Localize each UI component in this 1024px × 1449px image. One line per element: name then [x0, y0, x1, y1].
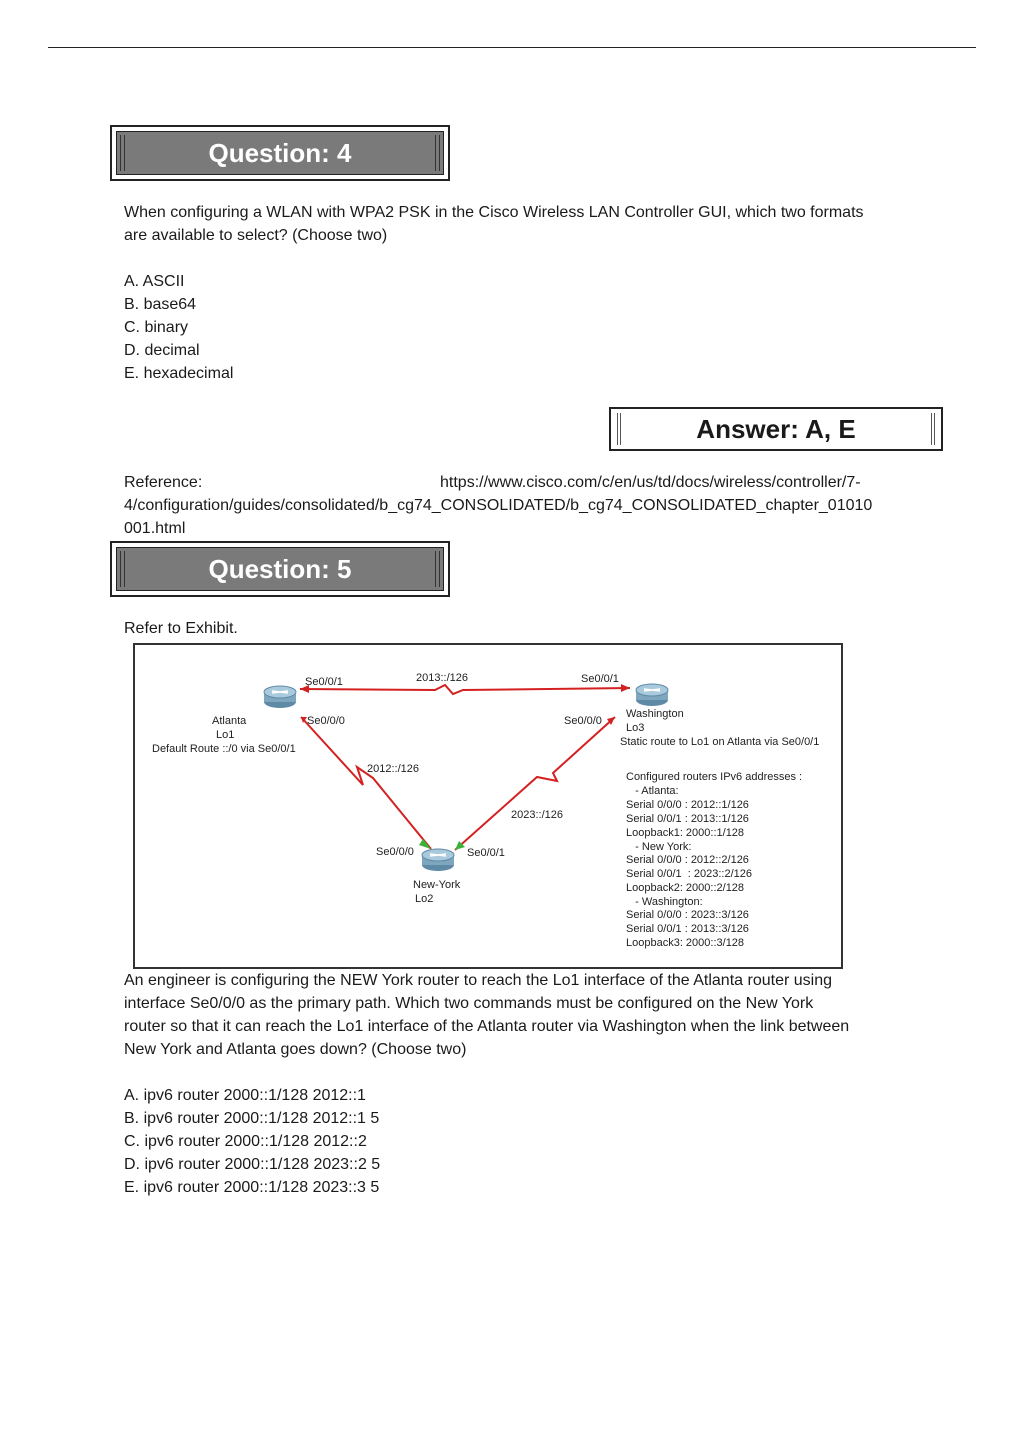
reference-link-part-3[interactable]: 001.html	[124, 520, 186, 537]
newyork-se000-label: Se0/0/0	[376, 846, 414, 858]
address-list-line: Loopback2: 2000::2/128	[626, 882, 745, 894]
question-5-heading: Question: 5	[208, 553, 352, 584]
question-5-heading-bar	[116, 547, 444, 591]
network-diagram	[135, 645, 841, 967]
address-list-line: Serial 0/0/0 : 2012::1/126	[626, 799, 749, 811]
washington-se001-label: Se0/0/1	[581, 673, 619, 685]
question-4-option-d: D. decimal	[124, 342, 200, 359]
washington-name-label: Washington	[626, 708, 684, 720]
question-4-heading-bar	[116, 131, 444, 175]
address-list-line: Loopback1: 2000::1/128	[626, 827, 745, 839]
washington-se000-label: Se0/0/0	[564, 715, 602, 727]
address-list-line: Configured routers IPv6 addresses :	[626, 771, 803, 783]
address-list-line: Serial 0/0/1 : 2013::1/126	[626, 813, 749, 825]
question-4-answer-box	[609, 407, 943, 451]
question-4-option-b: B. base64	[124, 296, 197, 313]
question-4-answer: Answer: A, E	[696, 413, 856, 444]
address-list-line: Serial 0/0/1 : 2013::3/126	[626, 923, 749, 935]
reference-link-part-2[interactable]: 4/configuration/guides/consolidated/b_cg74_CONSOLIDATED/b_cg74_CONSOLIDATED_chapter_01010	[124, 497, 873, 514]
question-5-option-a: A. ipv6 router 2000::1/128 2012::1	[124, 1087, 366, 1104]
question-5-option-e: E. ipv6 router 2000::1/128 2023::3 5	[124, 1179, 380, 1196]
atlanta-name-label: Atlanta	[212, 715, 247, 727]
serial-link-atlanta-washington	[300, 684, 630, 694]
serial-link-washington-newyork	[455, 717, 615, 850]
question-4-heading-box	[110, 125, 450, 181]
question-5-option-d: D. ipv6 router 2000::1/128 2023::2 5	[124, 1156, 381, 1173]
washington-loopback-label: Lo3	[626, 722, 645, 734]
answer-decoration	[617, 413, 621, 445]
question-5-heading-box	[110, 541, 450, 597]
network-exhibit	[133, 643, 843, 969]
heading-decoration	[120, 135, 125, 171]
question-5-prompt-line-3: router so that it can reach the Lo1 interface of the Atlanta router via Washington when the link between	[124, 1018, 850, 1035]
question-5-option-b: B. ipv6 router 2000::1/128 2012::1 5	[124, 1110, 380, 1127]
atlanta-router-icon	[264, 686, 296, 708]
question-5-option-c: C. ipv6 router 2000::1/128 2012::2	[124, 1133, 367, 1150]
address-list-line: Serial 0/0/0 : 2012::2/126	[626, 854, 749, 866]
address-list-line: - New York:	[626, 841, 692, 853]
washington-router-icon	[636, 684, 668, 706]
newyork-loopback-label: Lo2	[415, 893, 434, 905]
header-rule	[48, 47, 976, 48]
question-4-heading: Question: 4	[208, 137, 352, 168]
newyork-router-icon	[422, 849, 454, 871]
atlanta-route-label: Default Route ::/0 via Se0/0/1	[152, 743, 296, 755]
question-4-option-e: E. hexadecimal	[124, 365, 234, 382]
link-label-atl-ny: 2012::/126	[367, 763, 419, 775]
link-label-atl-was: 2013::/126	[416, 672, 468, 684]
question-4-option-a: A. ASCII	[124, 273, 185, 290]
question-4-prompt-line-2: are available to select? (Choose two)	[124, 227, 388, 244]
question-5-prompt-line-2: interface Se0/0/0 as the primary path. Which two commands must be configured on the New York	[124, 995, 814, 1012]
heading-decoration	[435, 135, 440, 171]
heading-decoration	[120, 551, 125, 587]
question-5-prompt-line-1: An engineer is configuring the NEW York router to reach the Lo1 interface of the Atlanta router using	[124, 972, 832, 989]
reference-link-part-1[interactable]: https://www.cisco.com/c/en/us/td/docs/wireless/controller/7-	[440, 474, 861, 491]
newyork-se001-label: Se0/0/1	[467, 847, 505, 859]
reference-label: Reference:	[124, 474, 203, 491]
question-4-option-c: C. binary	[124, 319, 189, 336]
atlanta-se000-label: Se0/0/0	[307, 715, 345, 727]
address-list-line: Loopback3: 2000::3/128	[626, 937, 745, 949]
question-5-intro: Refer to Exhibit.	[124, 620, 238, 637]
question-5-prompt-line-4: New York and Atlanta goes down? (Choose two)	[124, 1041, 467, 1058]
address-list-line: - Atlanta:	[626, 785, 679, 797]
newyork-name-label: New-York	[413, 879, 461, 891]
heading-decoration	[435, 551, 440, 587]
question-4-prompt-line-1: When configuring a WLAN with WPA2 PSK in the Cisco Wireless LAN Controller GUI, which two formats	[124, 204, 864, 221]
serial-link-atlanta-newyork	[301, 717, 431, 849]
link-label-was-ny: 2023::/126	[511, 809, 563, 821]
address-list-line: Serial 0/0/1 : 2023::2/126	[626, 868, 752, 880]
address-list-line: Serial 0/0/0 : 2023::3/126	[626, 909, 749, 921]
address-list-line: - Washington:	[626, 896, 703, 908]
answer-decoration	[931, 413, 935, 445]
atlanta-se001-label: Se0/0/1	[305, 676, 343, 688]
washington-route-label: Static route to Lo1 on Atlanta via Se0/0/1	[620, 736, 820, 748]
atlanta-loopback-label: Lo1	[216, 729, 235, 741]
